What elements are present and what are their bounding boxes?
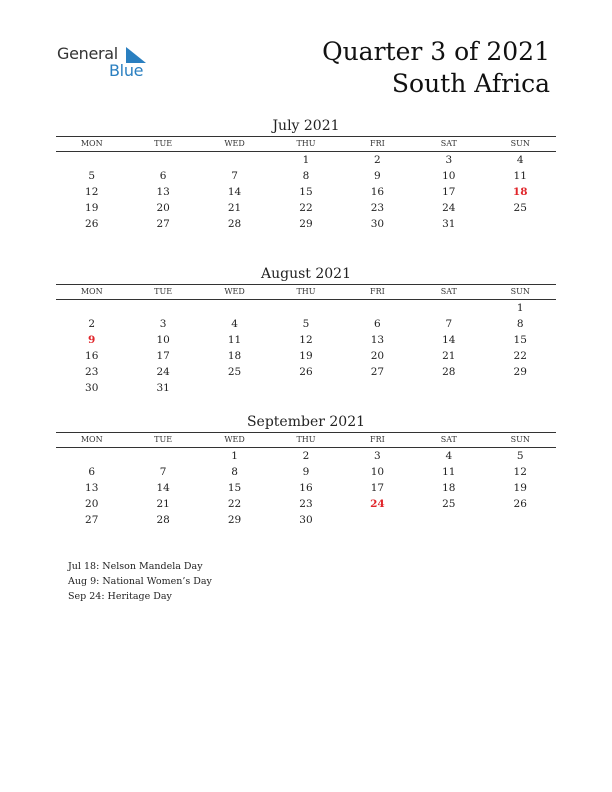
empty-day-cell	[127, 300, 198, 316]
weekday-label: MON	[80, 435, 103, 444]
day-cell: 14	[442, 334, 456, 346]
day-cell: 16	[370, 186, 385, 198]
day-cell: 16	[85, 350, 99, 362]
week-row	[56, 348, 556, 364]
empty-day-cell	[127, 448, 198, 464]
day-cell: 14	[156, 482, 170, 494]
day-cell: 27	[370, 366, 385, 378]
day-cell: 20	[156, 202, 170, 214]
week-row	[56, 332, 556, 348]
day-cell: 7	[231, 170, 238, 182]
week-row	[56, 300, 556, 316]
weekday-label: SAT	[440, 435, 457, 444]
day-cell: 8	[231, 466, 238, 478]
weekday-header	[56, 432, 556, 448]
day-cell: 13	[85, 482, 99, 494]
day-cell: 10	[370, 466, 385, 478]
empty-day-cell	[56, 448, 127, 464]
day-cell: 16	[299, 482, 313, 494]
day-cell: 8	[302, 170, 310, 182]
weekday-label: SUN	[510, 139, 530, 148]
day-cell: 6	[159, 170, 167, 182]
week-row	[56, 168, 556, 184]
empty-day-cell	[485, 216, 556, 232]
week-row	[56, 496, 556, 512]
weekday-label: TUE	[154, 287, 173, 296]
day-cell: 9	[302, 466, 310, 478]
day-cell: 10	[442, 170, 456, 182]
day-cell: 19	[513, 482, 527, 494]
day-cell: 21	[156, 498, 170, 510]
weekday-label: FRI	[370, 287, 385, 296]
day-cell: 28	[156, 514, 170, 526]
month-title: July 2021	[272, 118, 340, 134]
day-cell: 12	[513, 466, 527, 478]
weekday-label: TUE	[154, 435, 173, 444]
day-cell: 4	[445, 450, 453, 462]
day-cell: 6	[374, 318, 381, 330]
day-cell: 10	[156, 334, 170, 346]
day-cell: 26	[299, 366, 313, 378]
day-cell: 5	[88, 170, 96, 182]
day-cell: 25	[227, 366, 242, 378]
week-row	[56, 184, 556, 200]
day-cell: 23	[370, 202, 385, 214]
generalblue-logo	[57, 44, 167, 84]
day-cell: 23	[85, 366, 99, 378]
weekday-header	[56, 284, 556, 300]
week-row	[56, 464, 556, 480]
day-cell: 19	[299, 350, 313, 362]
weekday-label: THU	[296, 435, 316, 444]
empty-day-cell	[413, 512, 484, 528]
day-cell: 29	[299, 218, 313, 230]
day-cell: 15	[227, 482, 242, 494]
page-title	[322, 36, 550, 100]
day-cell: 25	[513, 202, 527, 214]
day-cell: 26	[513, 498, 527, 510]
day-cell: 1	[302, 154, 310, 166]
day-cell: 28	[227, 218, 242, 230]
week-row	[56, 364, 556, 380]
week-row	[56, 480, 556, 496]
logo-text-general: General	[57, 44, 118, 63]
day-cell: 21	[442, 350, 456, 362]
title-quarter: Quarter 3 of 2021	[322, 37, 550, 66]
holiday-day-cell: 24	[370, 498, 385, 510]
day-cell: 17	[442, 186, 456, 198]
day-cell: 29	[227, 514, 242, 526]
day-cell: 3	[159, 318, 167, 330]
holiday-day-cell: 9	[88, 334, 96, 346]
day-cell: 24	[156, 366, 170, 378]
weekday-label: WED	[224, 287, 245, 296]
title-country: South Africa	[391, 69, 550, 98]
day-cell: 25	[442, 498, 456, 510]
holiday-note: Aug 9: National Women’s Day	[68, 576, 212, 587]
day-cell: 8	[516, 318, 524, 330]
empty-day-cell	[485, 512, 556, 528]
day-cell: 7	[159, 466, 167, 478]
week-row	[56, 380, 556, 396]
month-september	[56, 412, 556, 528]
day-cell: 15	[513, 334, 527, 346]
month-grid	[56, 448, 556, 528]
holiday-note: Sep 24: Heritage Day	[68, 591, 172, 602]
day-cell: 2	[88, 318, 96, 330]
day-cell: 14	[227, 186, 242, 198]
weekday-label: SUN	[510, 287, 530, 296]
month-july	[56, 116, 556, 232]
weekday-label: THU	[296, 139, 316, 148]
day-cell: 24	[442, 202, 456, 214]
holiday-notes	[68, 559, 212, 604]
day-cell: 2	[374, 154, 381, 166]
day-cell: 18	[227, 350, 242, 362]
day-cell: 22	[513, 350, 527, 362]
day-cell: 17	[370, 482, 385, 494]
logo-text-blue: Blue	[109, 61, 144, 80]
day-cell: 3	[445, 154, 453, 166]
day-cell: 22	[227, 498, 242, 510]
weekday-label: FRI	[370, 139, 385, 148]
day-cell: 1	[516, 302, 524, 314]
empty-day-cell	[485, 380, 556, 396]
empty-day-cell	[199, 152, 270, 168]
day-cell: 17	[156, 350, 170, 362]
day-cell: 27	[156, 218, 170, 230]
weekday-label: TUE	[154, 139, 173, 148]
month-grid	[56, 152, 556, 232]
empty-day-cell	[270, 380, 341, 396]
empty-day-cell	[199, 380, 270, 396]
day-cell: 23	[299, 498, 313, 510]
week-row	[56, 448, 556, 464]
empty-day-cell	[342, 300, 413, 316]
month-title: September 2021	[246, 414, 366, 430]
day-cell: 30	[370, 218, 385, 230]
day-cell: 13	[156, 186, 170, 198]
day-cell: 13	[370, 334, 385, 346]
week-row	[56, 512, 556, 528]
empty-day-cell	[342, 512, 413, 528]
empty-day-cell	[199, 300, 270, 316]
day-cell: 26	[85, 218, 99, 230]
empty-day-cell	[56, 152, 127, 168]
day-cell: 27	[85, 514, 99, 526]
month-august	[56, 264, 556, 396]
day-cell: 6	[88, 466, 96, 478]
day-cell: 15	[299, 186, 313, 198]
day-cell: 7	[445, 318, 453, 330]
day-cell: 5	[516, 450, 524, 462]
weekday-label: FRI	[370, 435, 385, 444]
week-row	[56, 316, 556, 332]
weekday-label: WED	[224, 435, 245, 444]
day-cell: 18	[442, 482, 456, 494]
day-cell: 30	[299, 514, 313, 526]
day-cell: 20	[370, 350, 385, 362]
holiday-day-cell: 18	[512, 186, 528, 198]
weekday-label: WED	[224, 139, 245, 148]
month-grid	[56, 300, 556, 396]
empty-day-cell	[342, 380, 413, 396]
day-cell: 29	[513, 366, 527, 378]
day-cell: 31	[442, 218, 456, 230]
empty-day-cell	[270, 300, 341, 316]
holiday-note: Jul 18: Nelson Mandela Day	[68, 561, 203, 572]
weekday-header	[56, 136, 556, 152]
day-cell: 22	[299, 202, 313, 214]
day-cell: 31	[156, 382, 170, 394]
day-cell: 9	[374, 170, 381, 182]
day-cell: 19	[85, 202, 99, 214]
day-cell: 5	[302, 318, 310, 330]
weekday-label: MON	[80, 287, 103, 296]
weekday-label: SUN	[510, 435, 530, 444]
week-row	[56, 152, 556, 168]
weekday-label: MON	[80, 139, 103, 148]
day-cell: 3	[374, 450, 381, 462]
day-cell: 28	[442, 366, 456, 378]
day-cell: 30	[85, 382, 99, 394]
day-cell: 11	[442, 466, 456, 478]
weekday-label: SAT	[440, 287, 457, 296]
empty-day-cell	[413, 380, 484, 396]
day-cell: 4	[516, 154, 524, 166]
week-row	[56, 200, 556, 216]
month-title: August 2021	[261, 266, 351, 282]
weekday-label: SAT	[440, 139, 457, 148]
day-cell: 11	[227, 334, 242, 346]
day-cell: 12	[299, 334, 313, 346]
empty-day-cell	[413, 300, 484, 316]
day-cell: 1	[231, 450, 238, 462]
day-cell: 12	[85, 186, 99, 198]
day-cell: 4	[231, 318, 238, 330]
weekday-label: THU	[296, 287, 316, 296]
day-cell: 11	[513, 170, 527, 182]
day-cell: 20	[85, 498, 99, 510]
day-cell: 2	[302, 450, 310, 462]
empty-day-cell	[127, 152, 198, 168]
empty-day-cell	[56, 300, 127, 316]
day-cell: 21	[227, 202, 242, 214]
week-row	[56, 216, 556, 232]
